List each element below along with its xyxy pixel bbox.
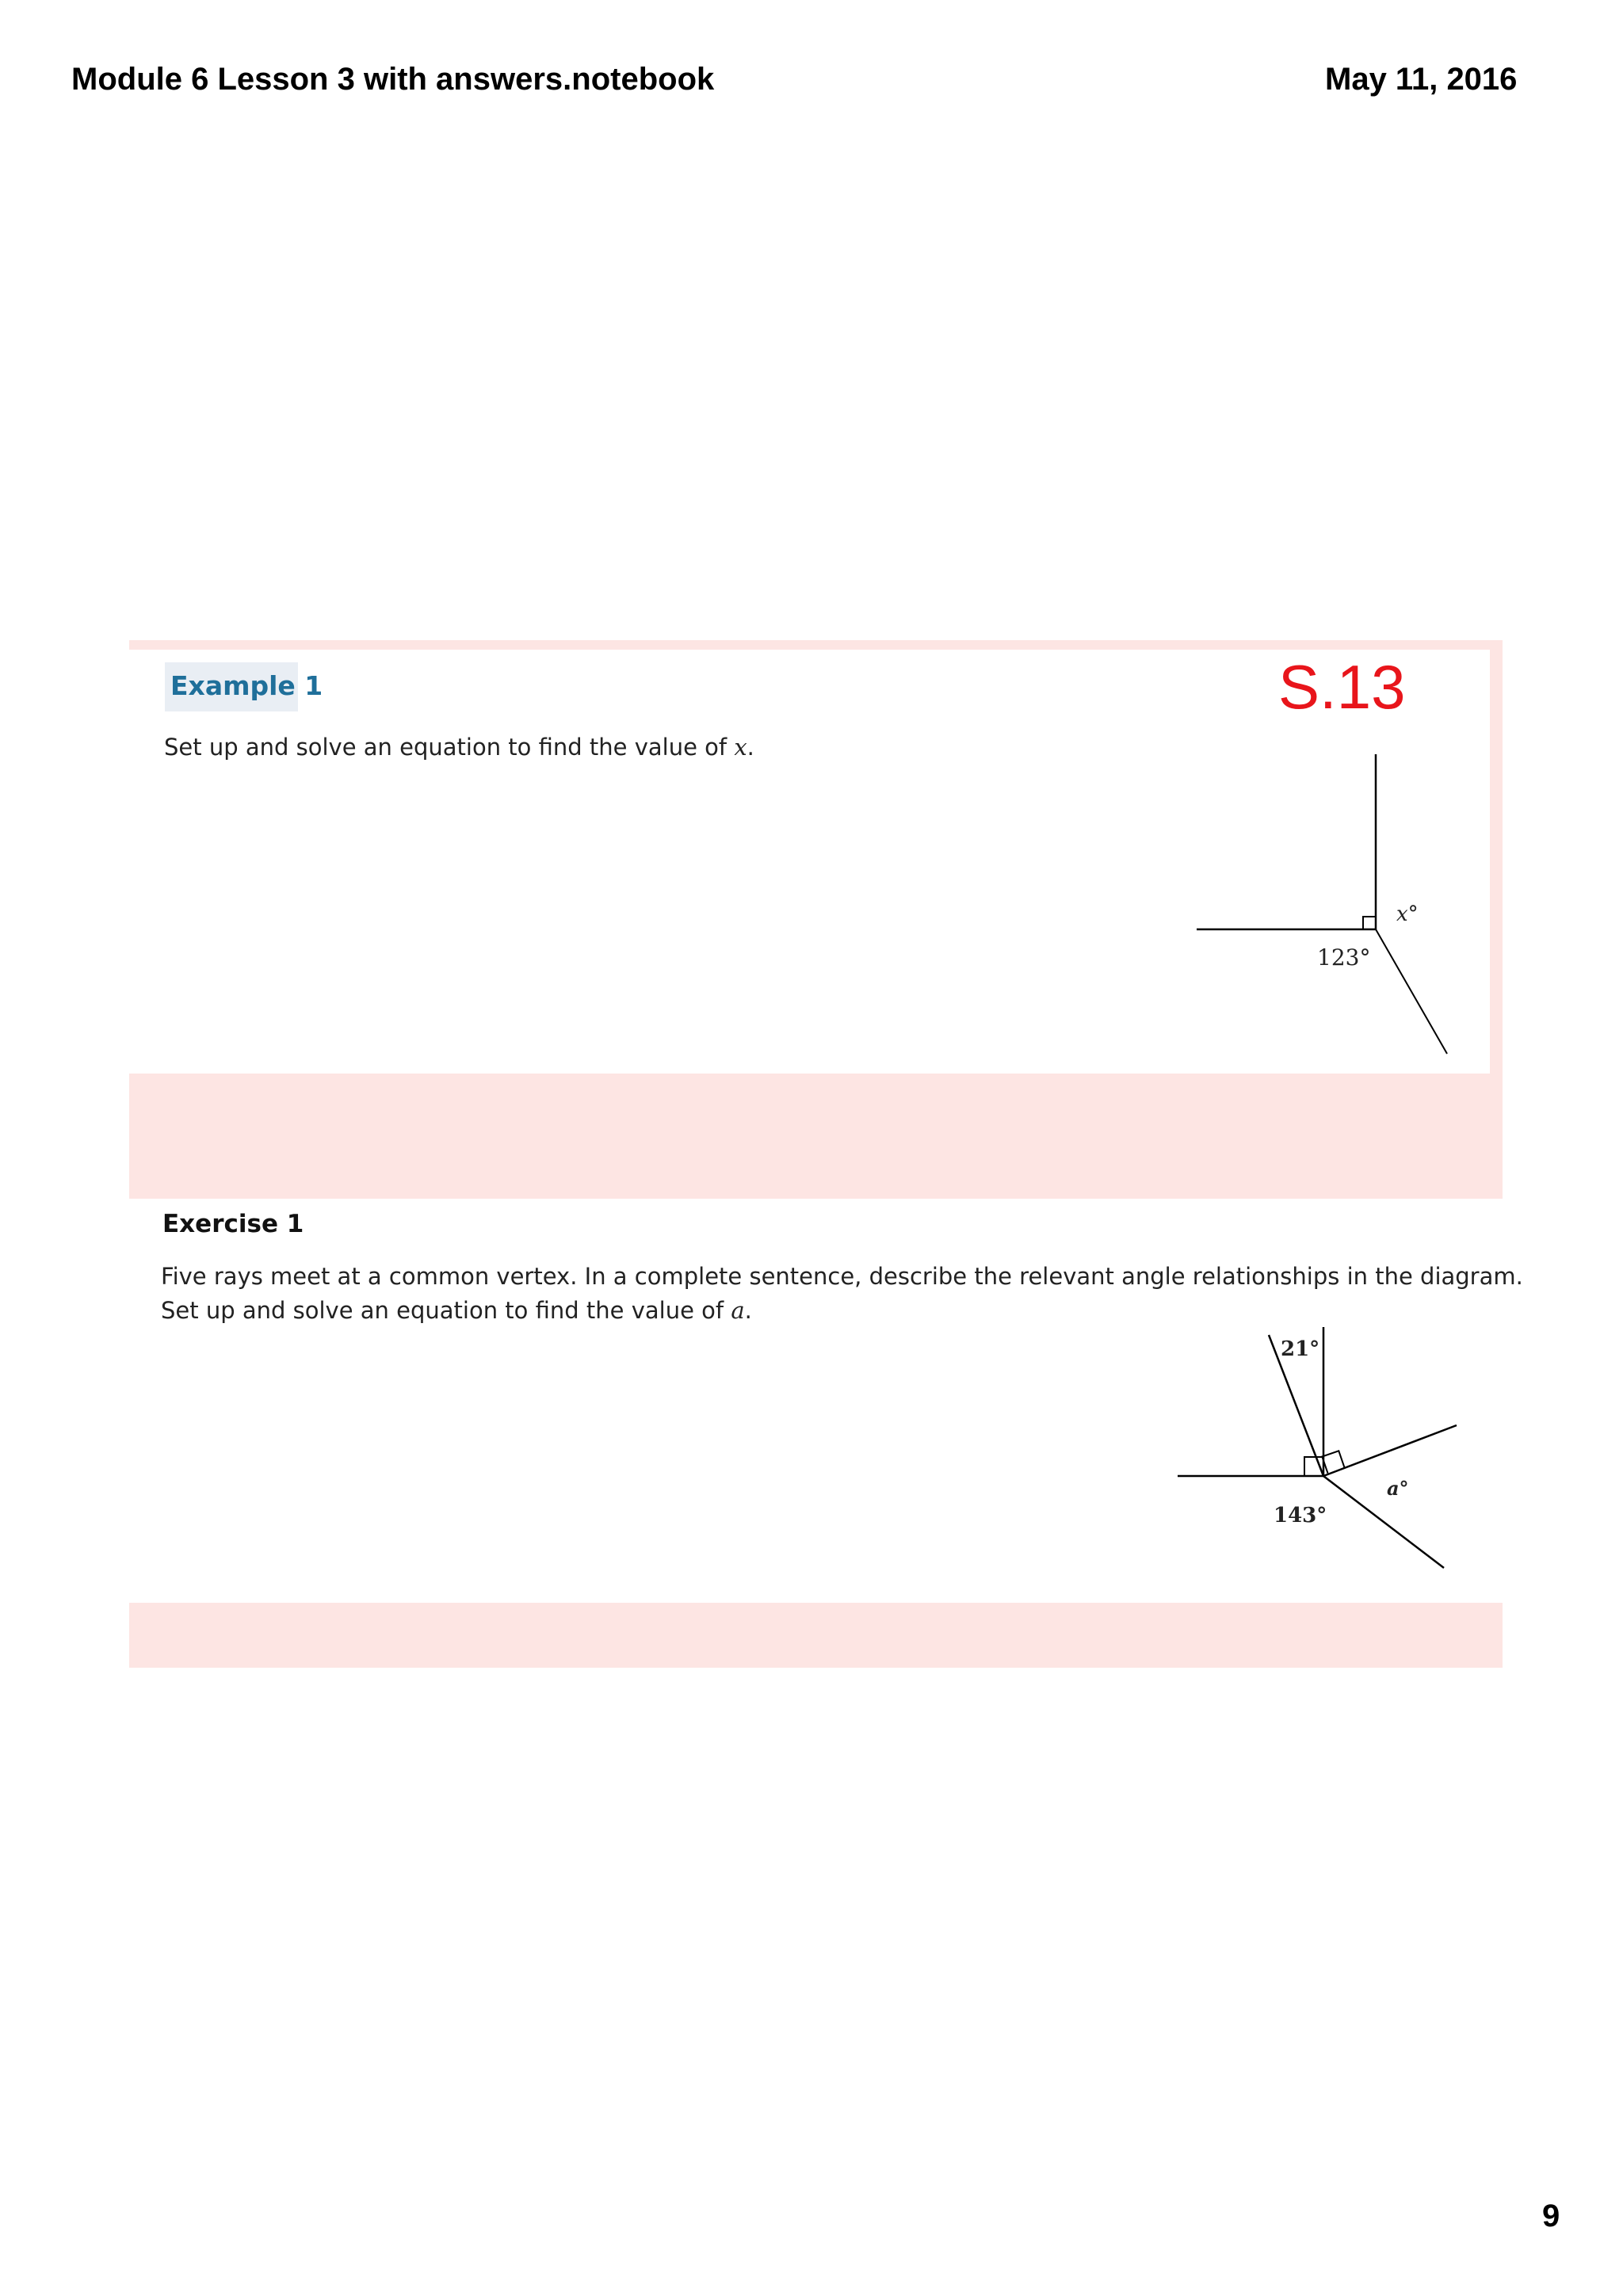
angle-label-x: x° <box>1396 902 1419 926</box>
exercise-title: Exercise 1 <box>162 1210 304 1238</box>
right-angle-marker <box>1363 917 1376 929</box>
variable-a: a <box>731 1297 745 1324</box>
exercise-line-2: Set up and solve an equation to find the value of a. <box>161 1297 752 1324</box>
slide-label: S.13 <box>1278 652 1406 722</box>
ray-down-right <box>1323 1476 1444 1568</box>
ray-right <box>1323 1425 1457 1476</box>
angle-label-a: a° <box>1387 1477 1409 1500</box>
ray-down-right <box>1376 929 1447 1054</box>
example-instruction: Set up and solve an equation to find the value of x. <box>164 734 754 761</box>
exercise-diagram <box>1165 1319 1482 1589</box>
angle-label-21: 21° <box>1281 1337 1320 1361</box>
angle-label-123: 123° <box>1317 944 1371 971</box>
angle-label-143: 143° <box>1274 1504 1327 1527</box>
exercise-line-1: Five rays meet at a common vertex. In a complete sentence, describe the relevant angle relationships in the diagram. <box>161 1263 1523 1290</box>
example-diagram <box>1181 745 1474 1062</box>
page-number: 9 <box>1542 2199 1560 2233</box>
document-date: May 11, 2016 <box>1325 62 1518 97</box>
variable-x: x <box>734 734 747 761</box>
document-title: Module 6 Lesson 3 with answers.notebook <box>71 62 715 97</box>
example-title: Example 1 <box>170 670 323 701</box>
